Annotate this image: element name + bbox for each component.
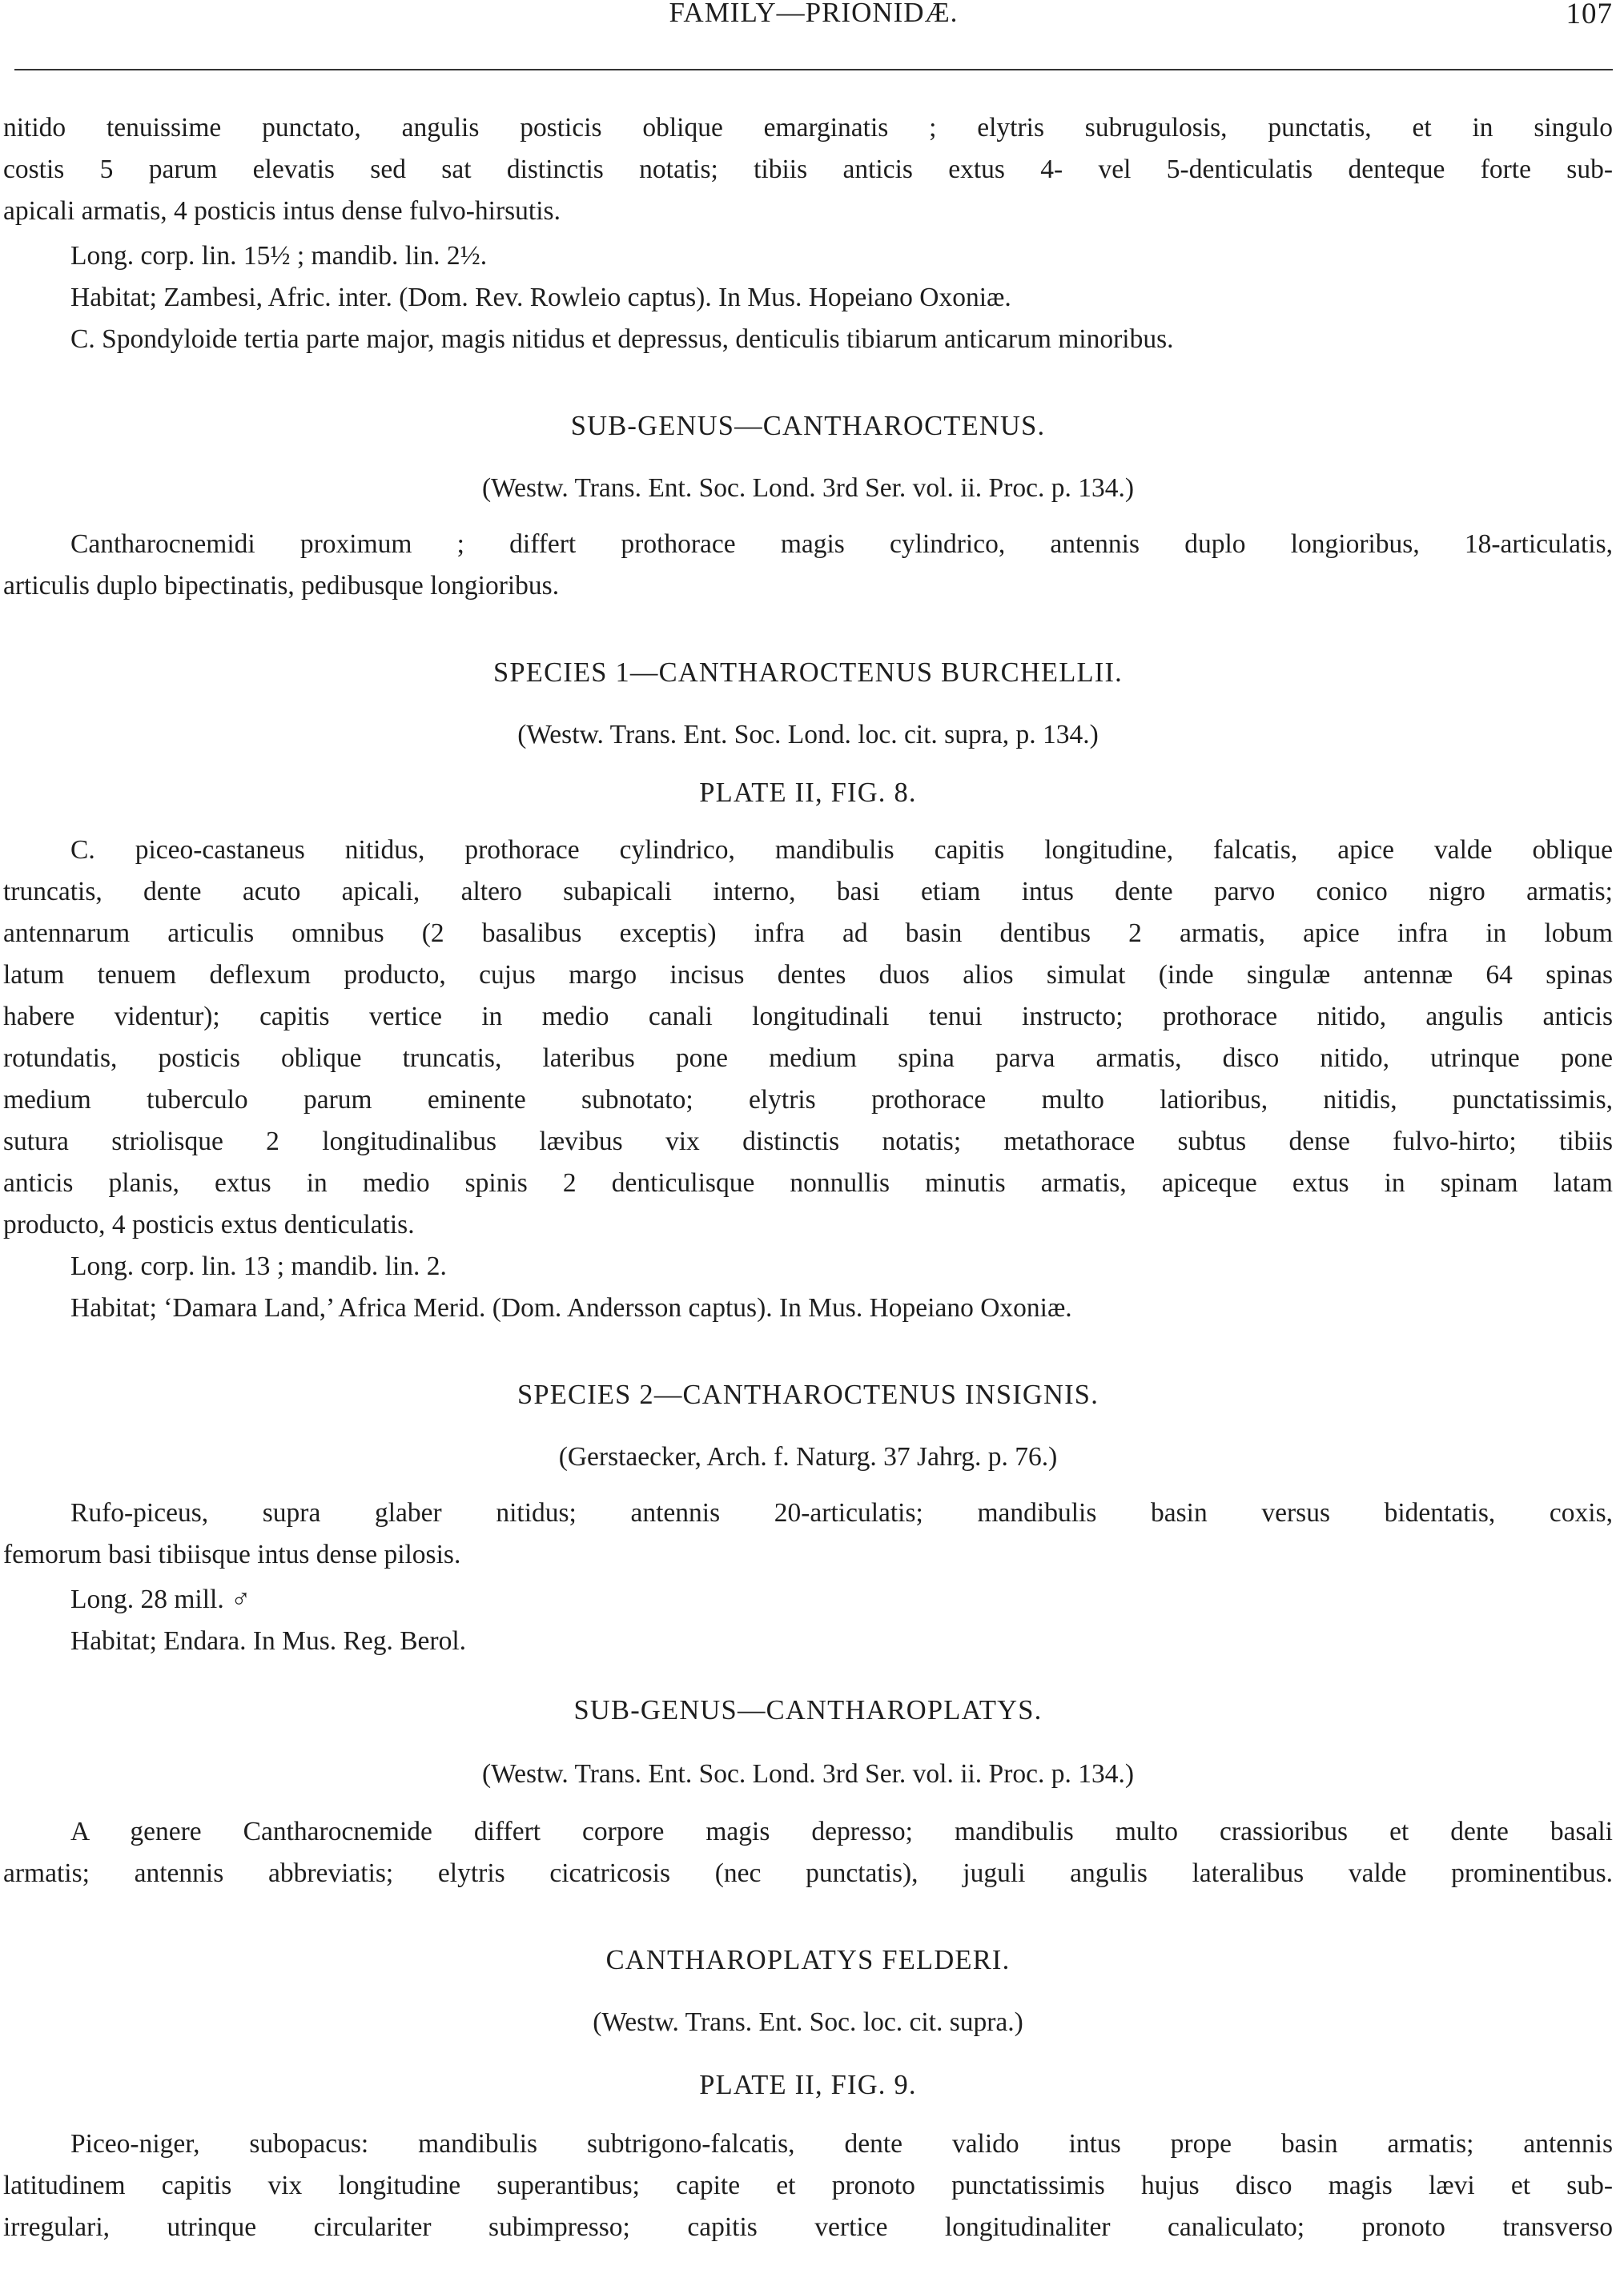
section-heading: SUB-GENUS—CANTHAROCTENUS. bbox=[570, 411, 1046, 441]
text-line: A genere Cantharocnemide differt corpore magis depresso; mandibulis multo crassioribus et dente basali bbox=[70, 1817, 1613, 1846]
citation-line: (Westw. Trans. Ent. Soc. Lond. loc. cit. supra, p. 134.) bbox=[517, 720, 1099, 749]
section-heading: SPECIES 1—CANTHAROCTENUS BURCHELLII. bbox=[493, 657, 1123, 688]
text-line: apicali armatis, 4 posticis intus dense fulvo-hirsutis. bbox=[3, 196, 561, 226]
text-line: C. piceo-castaneus nitidus, prothorace cylindrico, mandibulis capitis longitudine, falcatis, apice valde oblique bbox=[70, 835, 1613, 865]
text-line: Long. 28 mill. ♂ bbox=[70, 1585, 251, 1614]
text-line: Cantharocnemidi proximum ; differt prothorace magis cylindrico, antennis duplo longioribus, 18-articulatis, bbox=[70, 529, 1613, 559]
text-line: medium tuberculo parum eminente subnotato; elytris prothorace multo latioribus, nitidis, punctatissimis, bbox=[3, 1085, 1613, 1115]
text-line: irregulari, utrinque circulariter subimpresso; capitis vertice longitudinaliter canaliculato; pronoto transverso bbox=[3, 2212, 1613, 2242]
text-line: armatis; antennis abbreviatis; elytris cicatricosis (nec punctatis), juguli angulis lateralibus valde prominentibus. bbox=[3, 1858, 1613, 1888]
citation-line: (Westw. Trans. Ent. Soc. Lond. 3rd Ser. vol. ii. Proc. p. 134.) bbox=[482, 1759, 1134, 1789]
text-line: Long. corp. lin. 13 ; mandib. lin. 2. bbox=[70, 1251, 447, 1281]
text-line: C. Spondyloide tertia parte major, magis nitidus et depressus, denticulis tibiarum anticarum minoribus. bbox=[70, 324, 1174, 354]
page-number: 107 bbox=[1566, 0, 1613, 30]
running-title: FAMILY—PRIONIDÆ. bbox=[669, 0, 959, 28]
section-heading: CANTHAROPLATYS FELDERI. bbox=[605, 1945, 1011, 1975]
section-heading: PLATE II, FIG. 8. bbox=[699, 777, 917, 808]
text-line: Long. corp. lin. 15½ ; mandib. lin. 2½. bbox=[70, 241, 488, 271]
text-line: Rufo-piceus, supra glaber nitidus; antennis 20-articulatis; mandibulis basin versus bidentatis, coxis, bbox=[70, 1498, 1613, 1528]
text-line: costis 5 parum elevatis sed sat distinctis notatis; tibiis anticis extus 4- vel 5-denticulatis denteque forte sub- bbox=[3, 155, 1613, 184]
section-heading: PLATE II, FIG. 9. bbox=[699, 2070, 917, 2100]
text-line: nitido tenuissime punctato, angulis posticis oblique emarginatis ; elytris subrugulosis, punctatis, et in singulo bbox=[3, 113, 1613, 143]
text-line: producto, 4 posticis extus denticulatis. bbox=[3, 1210, 415, 1239]
text-line: anticis planis, extus in medio spinis 2 denticulisque nonnullis minutis armatis, apiceque extus in spinam latam bbox=[3, 1168, 1613, 1198]
text-line: Piceo-niger, subopacus: mandibulis subtrigono-falcatis, dente valido intus prope basin armatis; antennis bbox=[70, 2129, 1613, 2159]
text-line: latum tenuem deflexum producto, cujus margo incisus dentes duos alios simulat (inde singulæ antennæ 64 spinas bbox=[3, 960, 1613, 990]
header-rule bbox=[14, 69, 1613, 70]
citation-line: (Westw. Trans. Ent. Soc. loc. cit. supra.) bbox=[593, 2007, 1023, 2037]
text-line: Habitat; ‘Damara Land,’ Africa Merid. (Dom. Andersson captus). In Mus. Hopeiano Oxoniæ. bbox=[70, 1293, 1072, 1323]
section-heading: SUB-GENUS—CANTHAROPLATYS. bbox=[573, 1695, 1043, 1726]
text-line: sutura striolisque 2 longitudinalibus lævibus vix distinctis notatis; metathorace subtus dense fulvo-hirto; tibiis bbox=[3, 1127, 1613, 1156]
text-line: Habitat; Zambesi, Afric. inter. (Dom. Rev. Rowleio captus). In Mus. Hopeiano Oxoniæ. bbox=[70, 283, 1011, 312]
text-line: truncatis, dente acuto apicali, altero subapicali interno, basi etiam intus dente parvo conico nigro armatis; bbox=[3, 877, 1613, 906]
text-line: Habitat; Endara. In Mus. Reg. Berol. bbox=[70, 1626, 467, 1656]
section-heading: SPECIES 2—CANTHAROCTENUS INSIGNIS. bbox=[517, 1380, 1099, 1410]
text-line: latitudinem capitis vix longitudine superantibus; capite et pronoto punctatissimis hujus disco magis lævi et sub- bbox=[3, 2171, 1613, 2200]
text-line: articulis duplo bipectinatis, pedibusque longioribus. bbox=[3, 571, 560, 601]
citation-line: (Westw. Trans. Ent. Soc. Lond. 3rd Ser. vol. ii. Proc. p. 134.) bbox=[482, 473, 1134, 503]
text-line: femorum basi tibiisque intus dense pilosis. bbox=[3, 1540, 461, 1569]
citation-line: (Gerstaecker, Arch. f. Naturg. 37 Jahrg. p. 76.) bbox=[558, 1442, 1058, 1472]
text-line: antennarum articulis omnibus (2 basalibus exceptis) infra ad basin dentibus 2 armatis, apice infra in lobum bbox=[3, 918, 1613, 948]
text-line: rotundatis, posticis oblique truncatis, lateribus pone medium spina parva armatis, disco nitido, utrinque pone bbox=[3, 1043, 1613, 1073]
running-header bbox=[14, 0, 1613, 48]
text-line: habere videntur); capitis vertice in medio canali longitudinali tenui instructo; prothorace nitido, angulis anticis bbox=[3, 1002, 1613, 1031]
